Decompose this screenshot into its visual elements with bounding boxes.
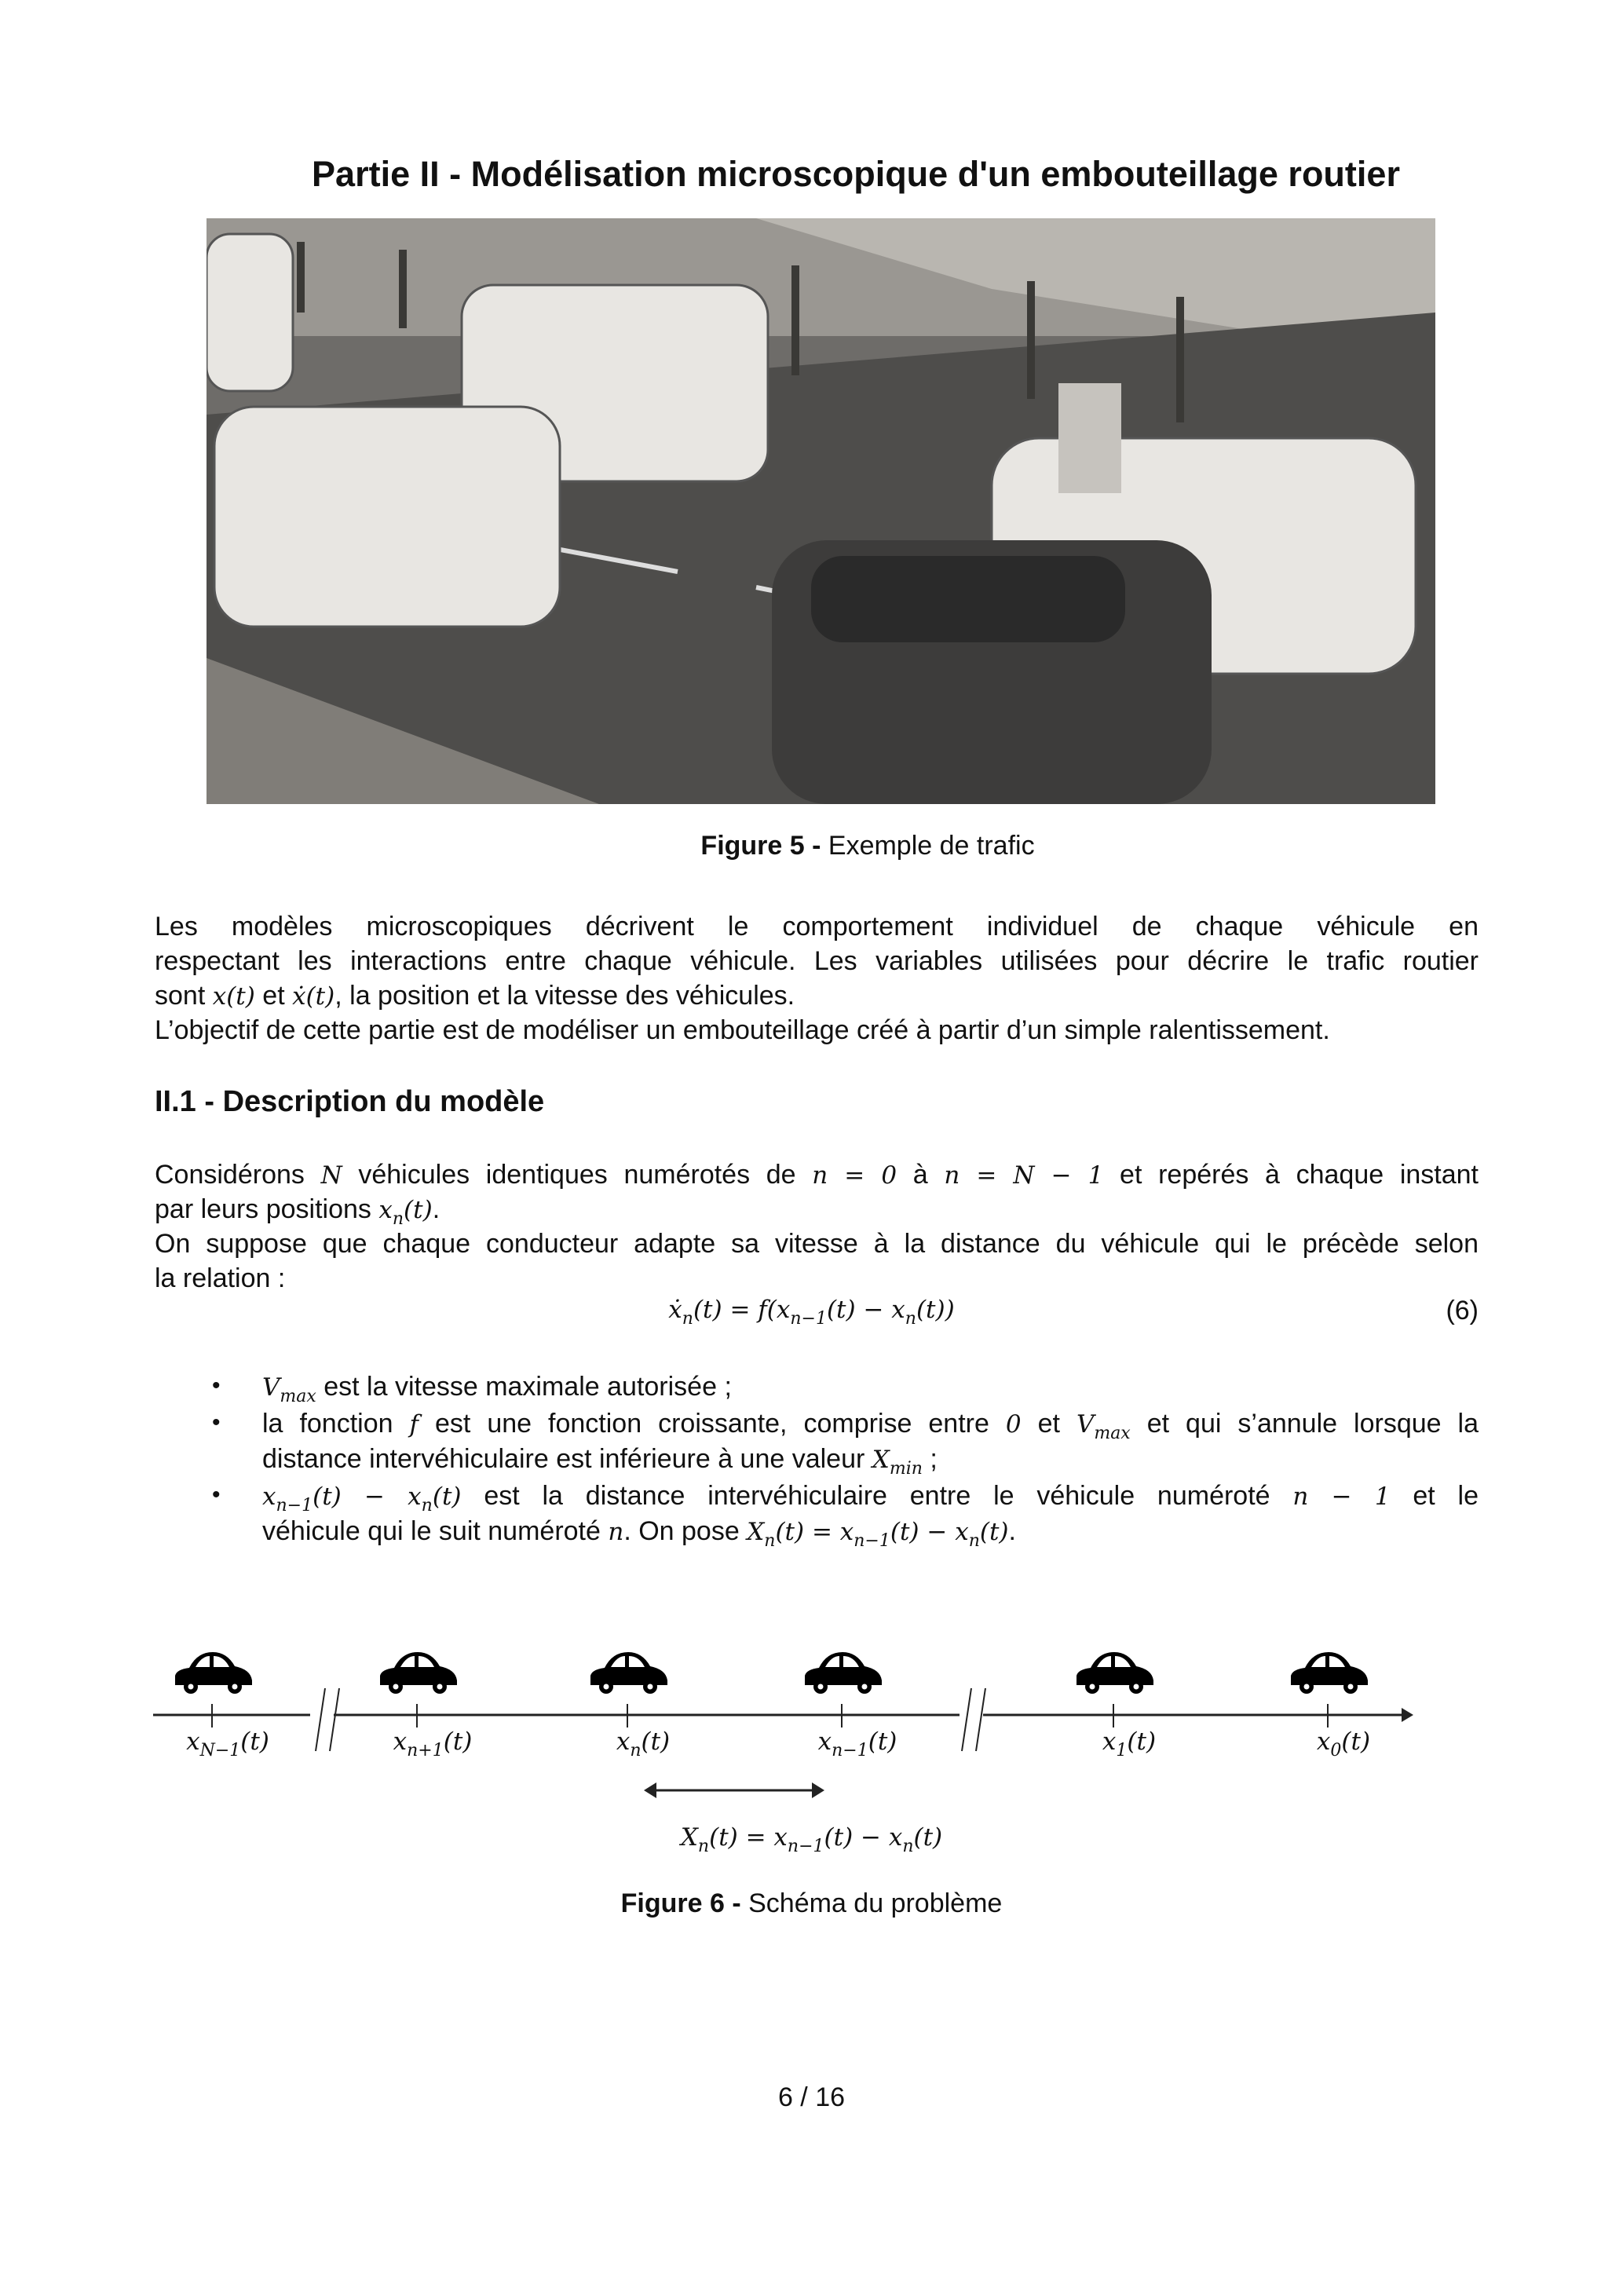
text-run: , la position et la vitesse des véhicules. <box>334 981 795 1011</box>
text-run: véhicule qui le suit numéroté <box>262 1516 609 1546</box>
text-run: . On pose <box>623 1516 748 1546</box>
math-subscript: n <box>697 1837 710 1856</box>
text-run: véhicules identiques numérotés de <box>342 1160 813 1190</box>
text-run: On suppose que chaque conducteur adapte sa vitesse à la distance du véhicule qui le précède selon <box>155 1229 1479 1259</box>
math: (t) <box>913 1823 943 1852</box>
text-run: est la vitesse maximale autorisée ; <box>316 1372 732 1402</box>
math-subscript: max <box>1094 1424 1131 1443</box>
math-subscript: max <box>280 1387 316 1406</box>
text-run: et le <box>1390 1481 1479 1511</box>
math: V <box>1076 1410 1095 1439</box>
text-run: . <box>1008 1516 1016 1546</box>
text-run: Les modèles microscopiques décrivent le comportement individuel de chaque véhicule en <box>155 912 1479 941</box>
math: V <box>262 1373 280 1402</box>
math: (t) <box>432 1483 462 1511</box>
figure-5-text: Exemple de trafic <box>821 831 1035 861</box>
text-run: et repérés à chaque instant <box>1103 1160 1479 1190</box>
math-subscript: n−1 <box>276 1496 313 1515</box>
car-icon <box>380 1652 457 1694</box>
position-label <box>1102 1727 1156 1760</box>
math: (t) <box>443 1727 473 1756</box>
math: x <box>186 1727 200 1756</box>
car-icon <box>175 1652 252 1694</box>
text-run: la fonction <box>262 1409 410 1439</box>
bullet-icon: • <box>212 1482 221 1508</box>
text-run: et qui s’annule lorsque la <box>1130 1409 1479 1439</box>
math: (t) <box>868 1727 897 1756</box>
car-icon <box>805 1652 882 1694</box>
text-run: respectant les interactions entre chaque véhicule. Les variables utilisées pour décrire le trafic routier <box>155 946 1479 976</box>
figure-5-label: Figure 5 - <box>700 831 821 861</box>
axis-break-left <box>310 1688 339 1751</box>
math-subscript: n <box>421 1496 433 1515</box>
math: (t) <box>1341 1727 1371 1756</box>
math: n − 1 <box>1292 1483 1391 1511</box>
axis-break-right <box>960 1688 985 1751</box>
math: n = 0 <box>812 1161 897 1190</box>
math-subscript: N−1 <box>199 1741 241 1760</box>
math: x <box>378 1196 393 1224</box>
equation-6 <box>0 1296 1623 1329</box>
car-icon <box>1077 1652 1153 1694</box>
math: (t) − x <box>890 1518 969 1546</box>
math-subscript: n−1 <box>787 1837 824 1856</box>
math-subscript: n <box>764 1531 776 1551</box>
position-label <box>393 1727 473 1760</box>
figure-5-caption <box>0 831 1623 861</box>
traffic-photo <box>207 218 1435 804</box>
axis-arrowhead <box>1402 1708 1413 1722</box>
bullet-icon: • <box>212 1373 221 1398</box>
position-label <box>818 1727 897 1760</box>
section-heading: II.1 - Description du modèle <box>155 1085 545 1118</box>
math: x <box>393 1727 408 1756</box>
math: n = N − 1 <box>944 1161 1104 1190</box>
math-subscript: n+1 <box>407 1741 444 1760</box>
math-subscript: n−1 <box>790 1309 827 1329</box>
text-line <box>155 1157 1479 1193</box>
math: ẋ(t) <box>292 982 335 1011</box>
math: X <box>680 1823 698 1852</box>
math: (t) = x <box>709 1823 788 1852</box>
text-run: est une fonction croissante, comprise entre <box>419 1409 1006 1439</box>
math: X <box>872 1446 890 1474</box>
math: x <box>1316 1727 1331 1756</box>
text-run: à <box>897 1160 945 1190</box>
math-subscript: n <box>968 1531 980 1551</box>
math: x <box>262 1483 276 1511</box>
text-line <box>155 978 1479 1014</box>
text-line <box>262 1514 1479 1559</box>
math: (t) − x <box>826 1296 905 1324</box>
equation-number: (6) <box>1446 1296 1479 1325</box>
text-run: distance intervéhiculaire est inférieure à une valeur <box>262 1444 872 1474</box>
math: n <box>608 1518 624 1546</box>
text-run: et <box>254 981 293 1011</box>
page-title: Partie II - Modélisation microscopique d'un embouteillage routier <box>312 154 1400 194</box>
math: x(t) <box>212 982 255 1011</box>
math: x <box>616 1727 631 1756</box>
math: (t) = f(x <box>693 1296 791 1324</box>
text-run: par leurs positions <box>155 1194 379 1224</box>
text-run: est la distance intervéhiculaire entre le véhicule numéroté <box>461 1481 1293 1511</box>
car-icon <box>590 1652 667 1694</box>
text-run: et <box>1021 1409 1077 1439</box>
math: 0 <box>1005 1410 1022 1439</box>
math: ẋ <box>668 1296 682 1324</box>
text-run: la relation : <box>155 1263 286 1293</box>
math: (t) = x <box>775 1518 854 1546</box>
text-line <box>155 944 1479 978</box>
text-line <box>155 1261 1479 1296</box>
car-icon <box>1291 1652 1368 1694</box>
figure-6-text: Schéma du problème <box>740 1888 1003 1918</box>
text-run: . <box>432 1194 440 1224</box>
math: x <box>817 1727 832 1756</box>
math: (t) − x <box>313 1483 422 1511</box>
math: (t) <box>404 1196 433 1224</box>
text-run: L’objectif de cette partie est de modéliser un embouteillage créé à partir d’un simple ralentissement. <box>155 1015 1330 1045</box>
math: N <box>320 1161 342 1190</box>
text-run: sont <box>155 981 213 1011</box>
math-subscript: n <box>682 1309 693 1329</box>
page-number: 6 / 16 <box>777 2082 846 2112</box>
math: (t) <box>979 1518 1009 1546</box>
text-run: Considérons <box>155 1160 321 1190</box>
bullet-icon: • <box>212 1409 221 1435</box>
text-line <box>155 909 1479 944</box>
math-subscript: n−1 <box>832 1741 868 1760</box>
math: (t) <box>1127 1727 1157 1756</box>
math: x <box>1102 1727 1117 1756</box>
text-line <box>155 1013 1479 1047</box>
math-subscript: n <box>905 1309 916 1329</box>
figure-6-label: Figure 6 - <box>620 1888 741 1918</box>
math: f <box>409 1410 419 1439</box>
math: (t)) <box>916 1296 955 1324</box>
math-subscript: 1 <box>1116 1741 1128 1760</box>
math: X <box>747 1518 765 1546</box>
math-subscript: min <box>889 1459 923 1479</box>
math-subscript: n <box>630 1741 642 1760</box>
math: (t) <box>641 1727 671 1756</box>
math-subscript: n−1 <box>854 1531 890 1551</box>
gap-formula <box>0 1823 1623 1856</box>
text-run: ; <box>922 1444 938 1474</box>
gap-double-arrow <box>644 1782 824 1798</box>
math: (t) − x <box>824 1823 903 1852</box>
math: (t) <box>240 1727 269 1756</box>
text-line <box>155 1227 1479 1261</box>
position-label <box>186 1727 269 1760</box>
math-subscript: n <box>392 1209 404 1229</box>
position-label <box>1317 1727 1370 1760</box>
math-subscript: 0 <box>1330 1741 1342 1760</box>
position-label <box>616 1727 670 1760</box>
figure-6-caption <box>0 1888 1623 1919</box>
math-subscript: n <box>902 1837 914 1856</box>
